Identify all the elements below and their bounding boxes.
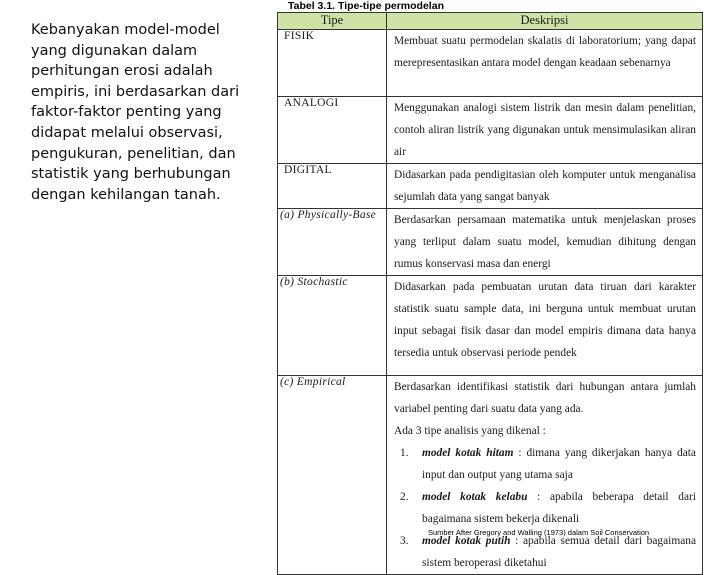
list-term: model kotak putih <box>422 535 511 547</box>
table-header-row <box>278 13 703 30</box>
type-cell: (c) Empirical <box>278 376 387 575</box>
list-item <box>394 442 696 486</box>
description-cell <box>387 376 703 575</box>
table-source: Sumber After Gregory and Walling (1973) dalam Soil Conservation <box>428 528 650 537</box>
empirical-description: Berdasarkan identifikasi statistik dari hubungan antara jumlah variabel penting dari suatu data yang ada. <box>394 381 696 415</box>
model-types-table <box>277 12 703 575</box>
table-row <box>278 97 703 164</box>
table-row <box>278 164 703 209</box>
list-text: : dimana yang dikerjakan hanya data input dan output yang utama saja <box>422 447 696 481</box>
type-cell: DIGITAL <box>278 164 387 209</box>
list-item <box>394 486 696 530</box>
header-type: Tipe <box>278 13 387 30</box>
description-cell: Didasarkan pada pendigitasian oleh komputer untuk menganalisa sejumlah data yang sangat banyak <box>387 164 703 209</box>
description-cell: Menggunakan analogi sistem listrik dan mesin dalam penelitian, contoh aliran listrik yang digunakan untuk mensimulasikan aliran air <box>387 97 703 164</box>
list-text: : apabila semua detail dari bagaimana sistem beroperasi diketahui <box>422 535 696 569</box>
list-term: model kotak kelabu <box>422 491 528 503</box>
type-cell: FISIK <box>278 30 387 97</box>
type-cell: ANALOGI <box>278 97 387 164</box>
type-cell: (b) Stochastic <box>278 276 387 376</box>
header-description: Deskripsi <box>387 13 703 30</box>
description-cell: Berdasarkan persamaan matematika untuk menjelaskan proses yang terliput dalam suatu model, kemudian dihitung dengan rumus konservasi masa dan energi <box>387 209 703 276</box>
table-row <box>278 30 703 97</box>
list-term: model kotak hitam <box>422 447 514 459</box>
analysis-type-list <box>394 442 696 574</box>
list-text: : apabila beberapa detail dari bagaimana sistem bekerja dikenali <box>422 491 696 525</box>
type-cell: (a) Physically-Base <box>278 209 387 276</box>
description-cell: Membuat suatu permodelan skalatis di laboratorium; yang dapat merepresentasikan antara model dengan keadaan sebenarnya <box>387 30 703 97</box>
table-caption: Tabel 3.1. Tipe-tipe permodelan <box>288 0 444 12</box>
list-number: 1. <box>400 447 409 459</box>
table-row <box>278 376 703 575</box>
intro-paragraph: Kebanyakan model-model yang digunakan dalam perhitungan erosi adalah empiris, ini berdasarkan dari faktor-faktor penting yang didapat melalui observasi, pengukuran, penelitian, dan statistik yang berhubungan dengan kehilangan tanah. <box>31 22 240 203</box>
description-cell: Didasarkan pada pembuatan urutan data tiruan dari karakter statistik suatu sample data, ini berguna untuk membuat urutan input sebagai fisik dasar dan model empiris dimana data hanya tersedia untuk observasi periode pendek <box>387 276 703 376</box>
list-number: 3. <box>400 535 409 547</box>
list-number: 2. <box>400 491 409 503</box>
table-row <box>278 276 703 376</box>
analysis-list-intro: Ada 3 tipe analisis yang dikenal : <box>394 425 546 437</box>
table-row <box>278 209 703 276</box>
